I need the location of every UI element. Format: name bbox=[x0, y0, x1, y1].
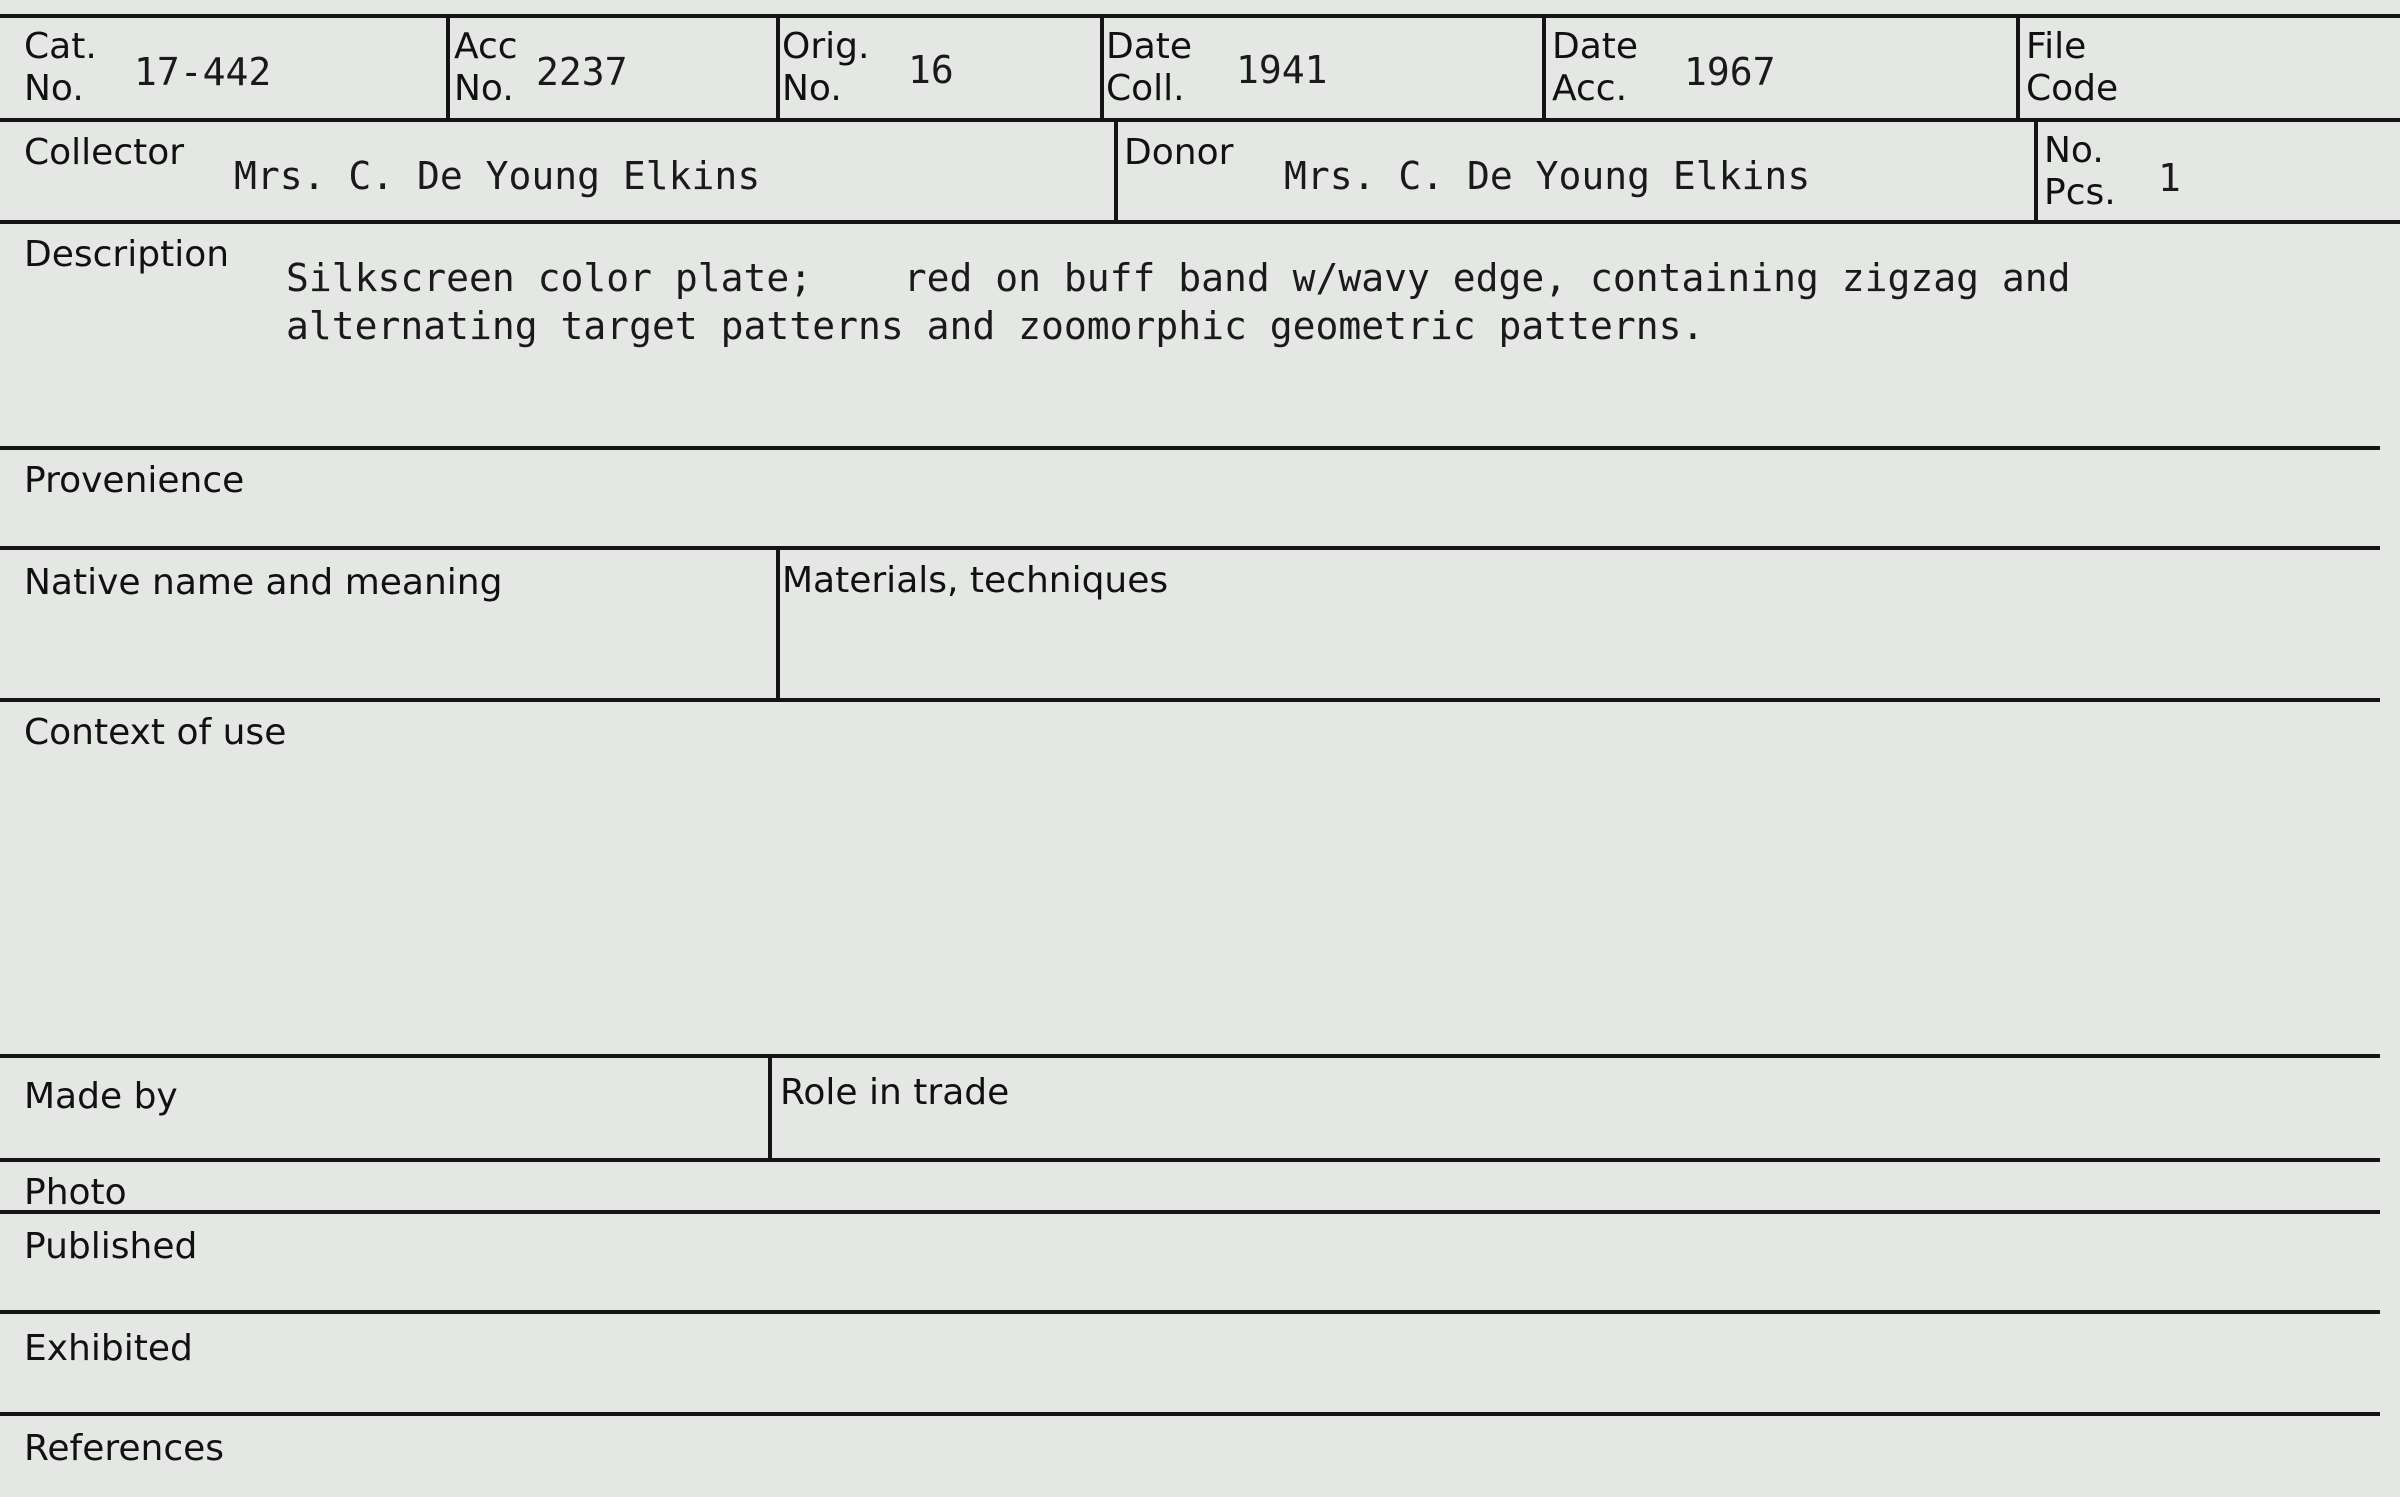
date-acc-label bbox=[1552, 26, 1638, 110]
divider-datecoll-dateacc bbox=[1542, 14, 1546, 122]
orig-no-label bbox=[782, 26, 869, 110]
acc-no-value: 2237 bbox=[536, 50, 628, 94]
divider-dateacc-file bbox=[2016, 14, 2020, 122]
date-acc-value: 1967 bbox=[1684, 50, 1776, 94]
native-name-label: Native name and meaning bbox=[24, 562, 503, 603]
rule-madeby-bottom bbox=[0, 1158, 2380, 1162]
orig-label-line2: No. bbox=[782, 68, 842, 109]
file-code-label-line2: Code bbox=[2026, 68, 2119, 109]
orig-label-line1: Orig. bbox=[782, 26, 870, 67]
provenience-label: Provenience bbox=[24, 460, 245, 501]
divider-native-materials bbox=[776, 546, 780, 702]
exhibited-label: Exhibited bbox=[24, 1328, 193, 1369]
date-coll-label bbox=[1106, 26, 1192, 110]
acc-label-line1: Acc bbox=[454, 26, 518, 67]
cat-label-line1: Cat. bbox=[24, 26, 97, 67]
acc-no-label bbox=[454, 26, 518, 110]
rule-top bbox=[0, 14, 2400, 18]
donor-value: Mrs. C. De Young Elkins bbox=[1284, 154, 1811, 198]
date-coll-label-line1: Date bbox=[1106, 26, 1193, 67]
divider-acc-orig bbox=[776, 14, 780, 122]
orig-no-value: 16 bbox=[908, 48, 954, 92]
rule-header-bottom bbox=[0, 118, 2400, 122]
rule-native-bottom bbox=[0, 698, 2380, 702]
references-label: References bbox=[24, 1428, 225, 1469]
pieces-label-line2: Pcs. bbox=[2044, 172, 2116, 213]
rule-exhibited-bottom bbox=[0, 1412, 2380, 1416]
rule-photo-bottom bbox=[0, 1210, 2380, 1214]
date-coll-value: 1941 bbox=[1236, 48, 1328, 92]
rule-context-bottom bbox=[0, 1054, 2380, 1058]
file-code-label bbox=[2026, 26, 2118, 110]
pieces-label bbox=[2044, 130, 2116, 214]
role-in-trade-label: Role in trade bbox=[780, 1072, 1010, 1113]
cat-no-value: 17-442 bbox=[134, 50, 272, 94]
pieces-value: 1 bbox=[2158, 156, 2181, 200]
date-coll-label-line2: Coll. bbox=[1106, 68, 1185, 109]
context-label: Context of use bbox=[24, 712, 287, 753]
cat-label-line2: No. bbox=[24, 68, 84, 109]
materials-label: Materials, techniques bbox=[782, 560, 1169, 601]
date-acc-label-line1: Date bbox=[1552, 26, 1639, 67]
divider-collector-donor bbox=[1114, 118, 1118, 224]
divider-donor-pieces bbox=[2034, 118, 2038, 224]
date-acc-label-line2: Acc. bbox=[1552, 68, 1628, 109]
photo-label: Photo bbox=[24, 1172, 127, 1213]
file-code-label-line1: File bbox=[2026, 26, 2087, 67]
description-line-1: Silkscreen color plate; red on buff band w/wavy edge, containing zigzag and bbox=[286, 256, 2071, 300]
acc-label-line2: No. bbox=[454, 68, 514, 109]
description-line-2: alternating target patterns and zoomorphic geometric patterns. bbox=[286, 304, 1705, 348]
description-label: Description bbox=[24, 234, 230, 275]
rule-provenience-bottom bbox=[0, 546, 2380, 550]
divider-madeby-role bbox=[768, 1054, 772, 1162]
pieces-label-line1: No. bbox=[2044, 130, 2104, 171]
divider-cat-acc bbox=[446, 14, 450, 122]
cat-no-label bbox=[24, 26, 97, 110]
made-by-label: Made by bbox=[24, 1076, 178, 1117]
donor-label: Donor bbox=[1124, 132, 1234, 173]
collector-value: Mrs. C. De Young Elkins bbox=[234, 154, 761, 198]
divider-orig-datecoll bbox=[1100, 14, 1104, 122]
collector-label: Collector bbox=[24, 132, 185, 173]
rule-description-bottom bbox=[0, 446, 2380, 450]
rule-row2-bottom bbox=[0, 220, 2400, 224]
rule-published-bottom bbox=[0, 1310, 2380, 1314]
published-label: Published bbox=[24, 1226, 198, 1267]
